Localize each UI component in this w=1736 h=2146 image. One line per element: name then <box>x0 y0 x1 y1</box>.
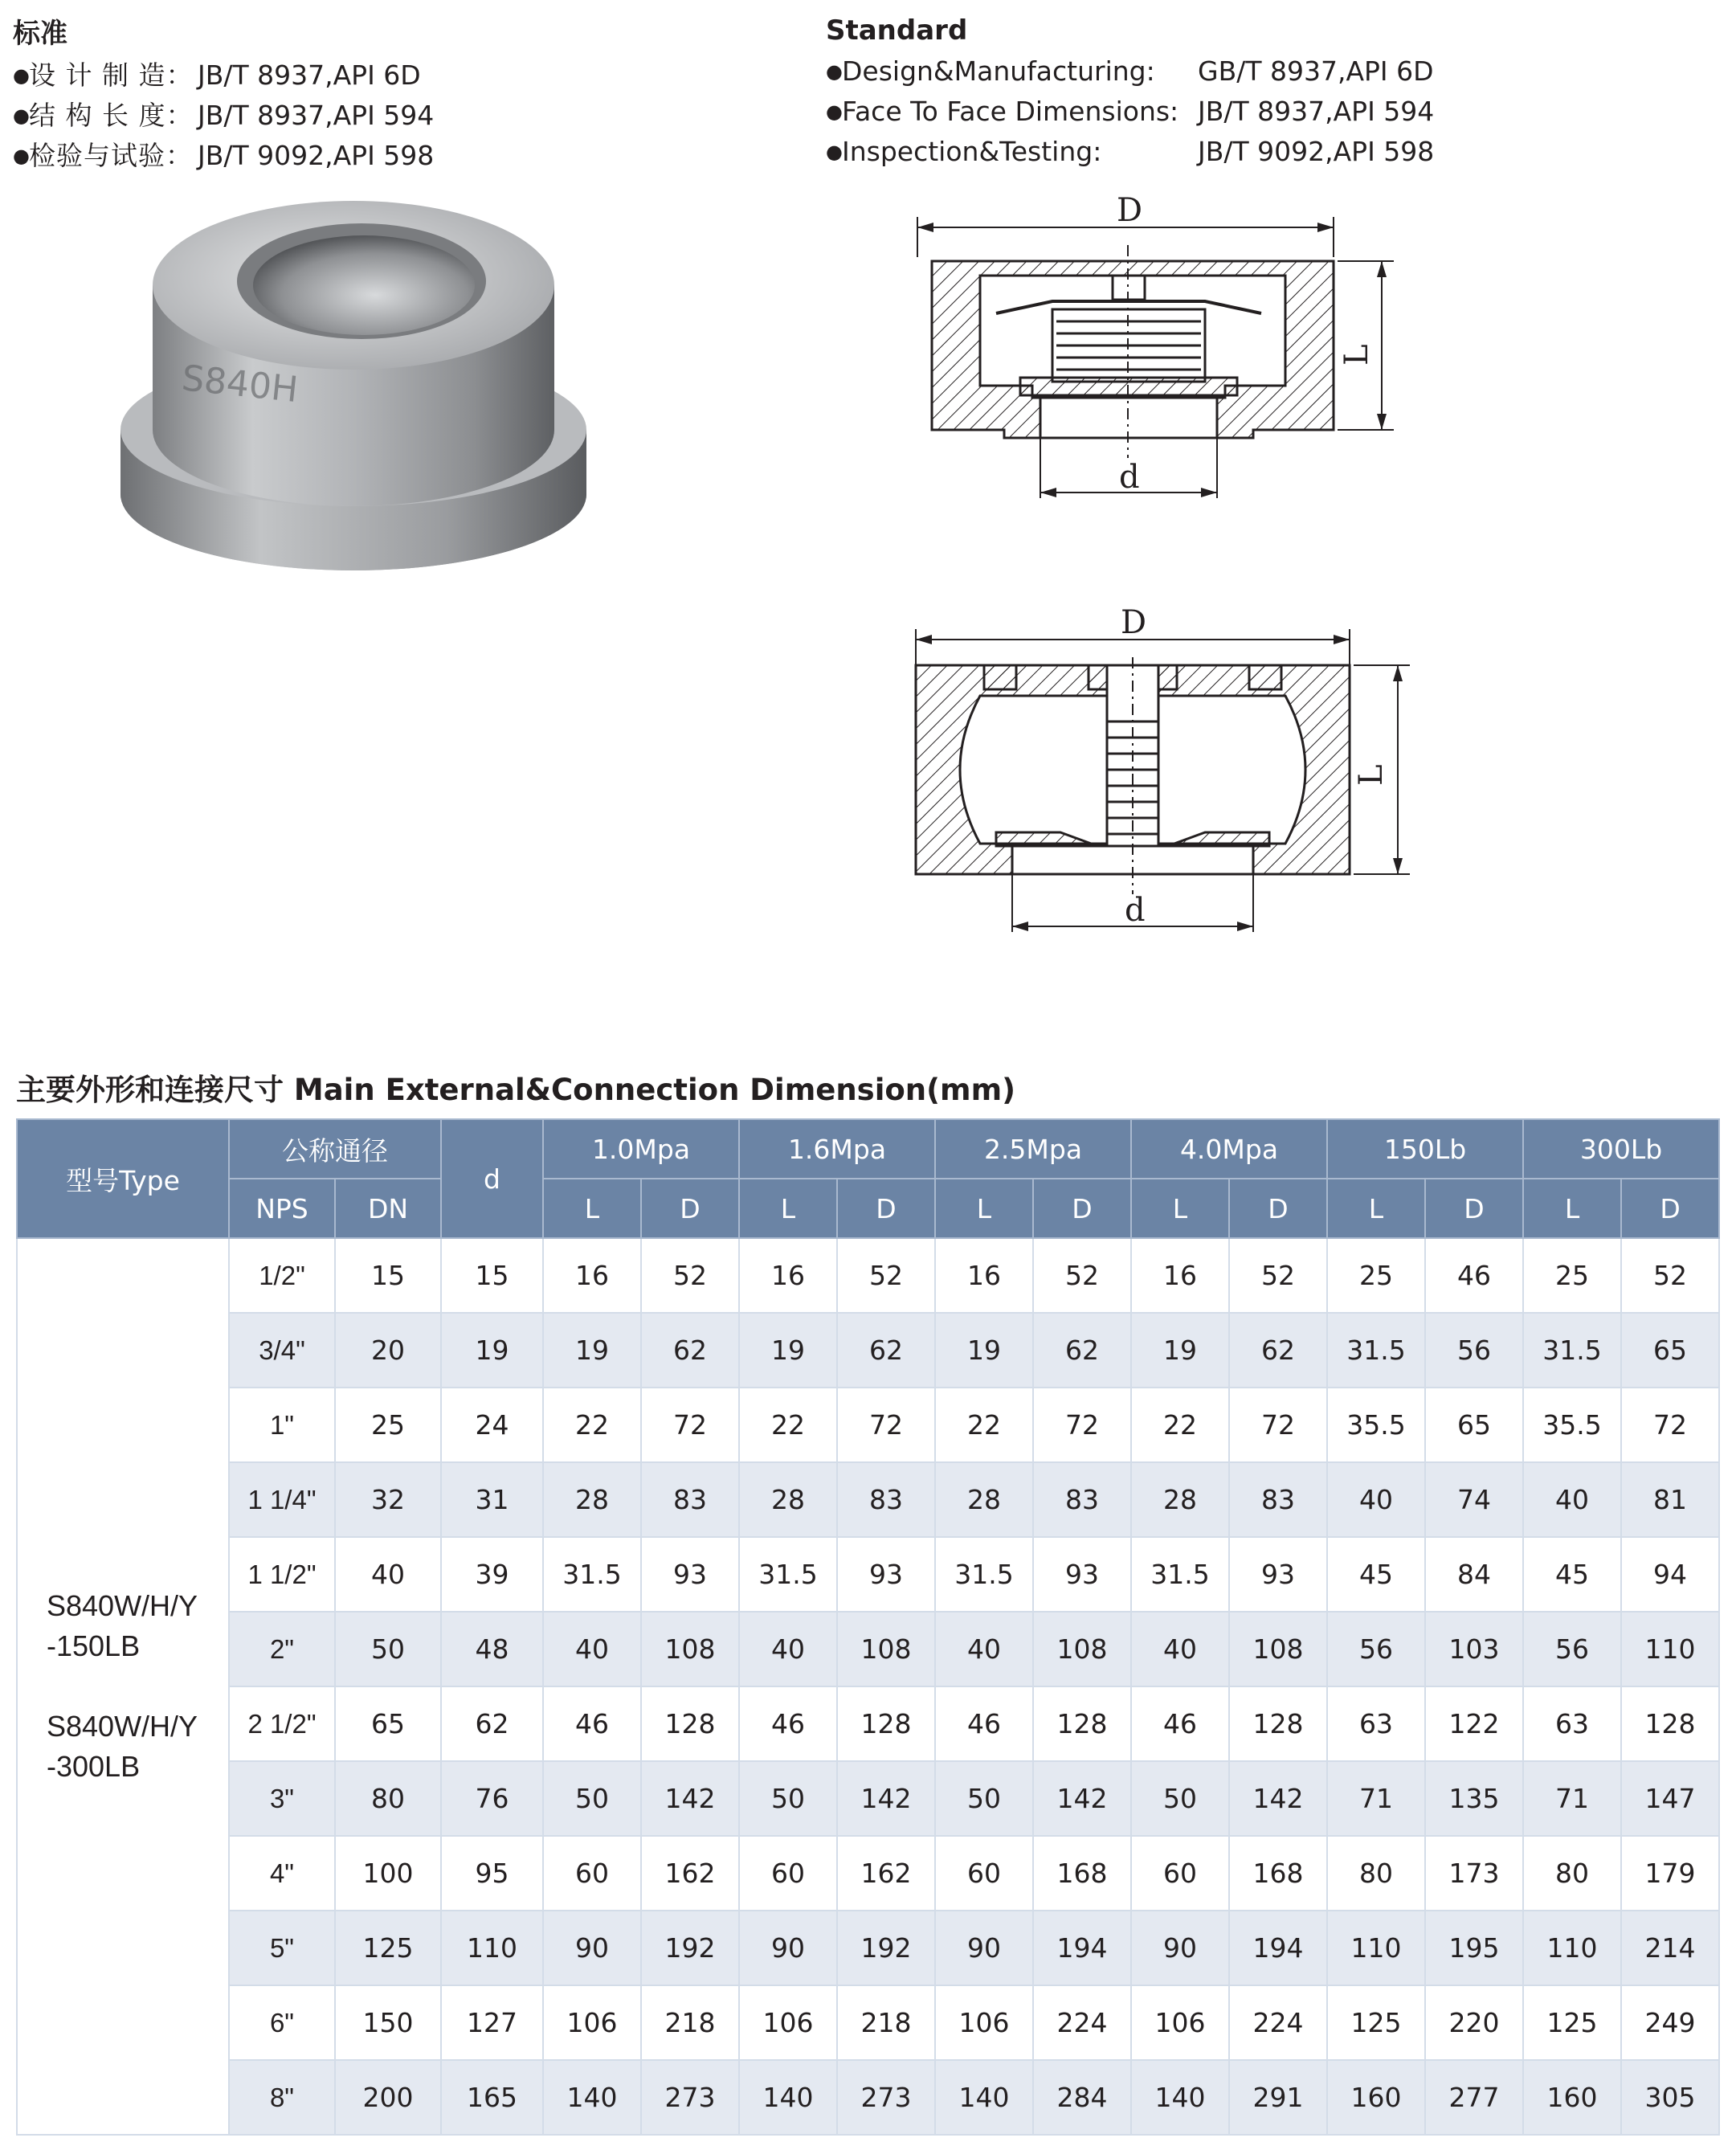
dn-cell: 200 <box>335 2060 441 2135</box>
type-line: S840W/H/Y <box>47 1589 198 1622</box>
diameter-cell: 147 <box>1621 1761 1719 1836</box>
diameter-cell: 52 <box>641 1238 739 1313</box>
length-cell: 46 <box>1131 1686 1229 1761</box>
length-cell: 28 <box>543 1462 641 1537</box>
length-cell: 90 <box>1131 1911 1229 1985</box>
diameter-cell: 305 <box>1621 2060 1719 2135</box>
nps-header: NPS <box>229 1179 335 1238</box>
length-cell: 28 <box>739 1462 837 1537</box>
diameter-cell: 273 <box>641 2060 739 2135</box>
table-row <box>17 1911 1719 1985</box>
length-cell: 63 <box>1327 1686 1425 1761</box>
bore-d-cell: 31 <box>441 1462 543 1537</box>
diameter-cell: 108 <box>641 1612 739 1686</box>
big-d-header: D <box>641 1179 739 1238</box>
length-cell: 50 <box>1131 1761 1229 1836</box>
length-cell: 45 <box>1523 1537 1621 1612</box>
length-cell: 160 <box>1327 2060 1425 2135</box>
bore-d-cell: 127 <box>441 1985 543 2060</box>
diameter-cell: 128 <box>1621 1686 1719 1761</box>
length-cell: 46 <box>739 1686 837 1761</box>
diameter-cell: 93 <box>1229 1537 1327 1612</box>
diameter-cell: 168 <box>1229 1836 1327 1911</box>
length-cell: 22 <box>935 1388 1033 1462</box>
diameter-cell: 142 <box>837 1761 935 1836</box>
diameter-cell: 142 <box>1033 1761 1131 1836</box>
diameter-cell: 173 <box>1425 1836 1523 1911</box>
diameter-cell: 62 <box>837 1313 935 1388</box>
nps-cell: 1" <box>229 1388 335 1462</box>
diameter-cell: 84 <box>1425 1537 1523 1612</box>
length-cell: 31.5 <box>935 1537 1033 1612</box>
standard-cn-item: ●检验与试验： JB/T 9092,API 598 <box>13 136 434 176</box>
diameter-cell: 103 <box>1425 1612 1523 1686</box>
big-d-header: D <box>1425 1179 1523 1238</box>
big-d-header: D <box>1229 1179 1327 1238</box>
length-cell: 110 <box>1327 1911 1425 1985</box>
length-cell: 56 <box>1523 1612 1621 1686</box>
length-cell: 80 <box>1327 1836 1425 1911</box>
length-cell: 31.5 <box>1131 1537 1229 1612</box>
section-title: 主要外形和连接尺寸 Main External&Connection Dimension(mm) <box>16 1073 1016 1107</box>
length-cell: 106 <box>739 1985 837 2060</box>
nps-cell: 1 1/2" <box>229 1537 335 1612</box>
diameter-cell: 224 <box>1033 1985 1131 2060</box>
dim-label-d: d <box>1125 892 1146 929</box>
length-cell: 16 <box>739 1238 837 1313</box>
table-row <box>17 1238 1719 1313</box>
diameter-cell: 74 <box>1425 1462 1523 1537</box>
photo-marking: S840H <box>179 358 300 411</box>
diameter-cell: 224 <box>1229 1985 1327 2060</box>
diameter-cell: 56 <box>1425 1313 1523 1388</box>
length-cell: 60 <box>935 1836 1033 1911</box>
bullet-icon: ● <box>13 64 30 87</box>
length-cell: 22 <box>1131 1388 1229 1462</box>
length-cell: 40 <box>1327 1462 1425 1537</box>
big-d-header: D <box>1621 1179 1719 1238</box>
nps-cell: 1/2" <box>229 1238 335 1313</box>
length-cell: 110 <box>1523 1911 1621 1985</box>
dn-cell: 15 <box>335 1238 441 1313</box>
diameter-cell: 162 <box>837 1836 935 1911</box>
length-cell: 31.5 <box>1327 1313 1425 1388</box>
standard-en-item: ●Face To Face Dimensions: JB/T 8937,API 594 <box>826 92 1434 132</box>
standard-en <box>826 14 1434 172</box>
length-cell: 19 <box>739 1313 837 1388</box>
dn-cell: 125 <box>335 1911 441 1985</box>
diameter-cell: 52 <box>1621 1238 1719 1313</box>
dn-cell: 65 <box>335 1686 441 1761</box>
length-cell: 125 <box>1327 1985 1425 2060</box>
length-cell: 80 <box>1523 1836 1621 1911</box>
bore-d-cell: 76 <box>441 1761 543 1836</box>
diameter-cell: 218 <box>837 1985 935 2060</box>
standard-en-title: Standard <box>826 14 968 47</box>
pressure-header: 1.6Mpa <box>739 1119 935 1179</box>
diameter-cell: 62 <box>641 1313 739 1388</box>
length-cell: 35.5 <box>1523 1388 1621 1462</box>
dn-cell: 50 <box>335 1612 441 1686</box>
length-cell: 60 <box>543 1836 641 1911</box>
length-cell: 31.5 <box>543 1537 641 1612</box>
diameter-cell: 52 <box>837 1238 935 1313</box>
diameter-cell: 108 <box>837 1612 935 1686</box>
length-cell: 71 <box>1523 1761 1621 1836</box>
length-cell: 106 <box>935 1985 1033 2060</box>
diameter-cell: 277 <box>1425 2060 1523 2135</box>
diameter-cell: 93 <box>1033 1537 1131 1612</box>
type-line: S840W/H/Y <box>47 1710 198 1743</box>
diameter-cell: 135 <box>1425 1761 1523 1836</box>
valve-photo <box>116 189 615 574</box>
big-d-header: D <box>837 1179 935 1238</box>
type-cell <box>17 1238 229 2135</box>
dim-label-L: L <box>1353 764 1390 786</box>
length-cell: 31.5 <box>1523 1313 1621 1388</box>
pressure-header: 4.0Mpa <box>1131 1119 1327 1179</box>
dn-header: DN <box>335 1179 441 1238</box>
dim-label-D: D <box>1121 604 1147 641</box>
diameter-cell: 218 <box>641 1985 739 2060</box>
type-header: 型号Type <box>17 1119 229 1238</box>
table-row <box>17 1686 1719 1761</box>
cross-section-drawing-top <box>900 181 1414 506</box>
diameter-cell: 128 <box>1033 1686 1131 1761</box>
length-cell: 140 <box>1131 2060 1229 2135</box>
big-d-header: D <box>1033 1179 1131 1238</box>
bullet-icon: ● <box>826 141 843 163</box>
length-cell: 46 <box>935 1686 1033 1761</box>
standard-cn <box>13 11 434 176</box>
pressure-header: 2.5Mpa <box>935 1119 1131 1179</box>
length-cell: 140 <box>739 2060 837 2135</box>
standard-en-item: ●Design&Manufacturing: GB/T 8937,API 6D <box>826 51 1434 92</box>
nps-cell: 4" <box>229 1836 335 1911</box>
length-cell: 45 <box>1327 1537 1425 1612</box>
length-cell: 25 <box>1523 1238 1621 1313</box>
diameter-cell: 72 <box>837 1388 935 1462</box>
length-cell: 19 <box>1131 1313 1229 1388</box>
length-cell: 28 <box>1131 1462 1229 1537</box>
diameter-cell: 93 <box>641 1537 739 1612</box>
bore-d-cell: 15 <box>441 1238 543 1313</box>
diameter-cell: 65 <box>1425 1388 1523 1462</box>
type-line: -150LB <box>47 1629 141 1662</box>
diameter-cell: 128 <box>837 1686 935 1761</box>
table-row <box>17 1985 1719 2060</box>
length-cell: 40 <box>543 1612 641 1686</box>
diameter-cell: 273 <box>837 2060 935 2135</box>
diameter-cell: 142 <box>641 1761 739 1836</box>
dn-cell: 25 <box>335 1388 441 1462</box>
length-cell: 19 <box>543 1313 641 1388</box>
length-cell: 90 <box>739 1911 837 1985</box>
length-cell: 90 <box>935 1911 1033 1985</box>
table-row <box>17 1462 1719 1537</box>
l-header: L <box>1523 1179 1621 1238</box>
diameter-cell: 168 <box>1033 1836 1131 1911</box>
dn-cell: 32 <box>335 1462 441 1537</box>
diameter-cell: 108 <box>1033 1612 1131 1686</box>
diameter-cell: 192 <box>641 1911 739 1985</box>
pressure-header: 150Lb <box>1327 1119 1523 1179</box>
bullet-icon: ● <box>826 100 843 123</box>
pressure-header: 300Lb <box>1523 1119 1719 1179</box>
dn-cell: 20 <box>335 1313 441 1388</box>
bore-d-cell: 39 <box>441 1537 543 1612</box>
nps-cell: 2 1/2" <box>229 1686 335 1761</box>
diameter-cell: 179 <box>1621 1836 1719 1911</box>
bore-d-cell: 62 <box>441 1686 543 1761</box>
bullet-icon: ● <box>826 60 843 83</box>
nps-cell: 2" <box>229 1612 335 1686</box>
diameter-cell: 142 <box>1229 1761 1327 1836</box>
nominal-header: 公称通径 <box>229 1119 441 1179</box>
length-cell: 106 <box>543 1985 641 2060</box>
length-cell: 71 <box>1327 1761 1425 1836</box>
diameter-cell: 83 <box>837 1462 935 1537</box>
dim-label-d: d <box>1119 459 1140 496</box>
diameter-cell: 108 <box>1229 1612 1327 1686</box>
dim-label-L: L <box>1338 344 1375 366</box>
standard-en-item: ●Inspection&Testing: JB/T 9092,API 598 <box>826 132 1434 172</box>
bore-d-cell: 95 <box>441 1836 543 1911</box>
length-cell: 28 <box>935 1462 1033 1537</box>
diameter-cell: 284 <box>1033 2060 1131 2135</box>
diameter-cell: 83 <box>1229 1462 1327 1537</box>
dimensions-table <box>16 1118 1720 2136</box>
diameter-cell: 128 <box>1229 1686 1327 1761</box>
length-cell: 31.5 <box>739 1537 837 1612</box>
standard-cn-title: 标准 <box>13 18 67 50</box>
cross-section-drawing-bottom <box>900 601 1414 938</box>
length-cell: 50 <box>739 1761 837 1836</box>
length-cell: 50 <box>543 1761 641 1836</box>
length-cell: 40 <box>1131 1612 1229 1686</box>
length-cell: 16 <box>935 1238 1033 1313</box>
diameter-cell: 110 <box>1621 1612 1719 1686</box>
diameter-cell: 249 <box>1621 1985 1719 2060</box>
diameter-cell: 72 <box>1229 1388 1327 1462</box>
length-cell: 50 <box>935 1761 1033 1836</box>
l-header: L <box>935 1179 1033 1238</box>
l-header: L <box>1131 1179 1229 1238</box>
length-cell: 125 <box>1523 1985 1621 2060</box>
length-cell: 40 <box>1523 1462 1621 1537</box>
diameter-cell: 94 <box>1621 1537 1719 1612</box>
table-row <box>17 2060 1719 2135</box>
dn-cell: 80 <box>335 1761 441 1836</box>
diameter-cell: 62 <box>1033 1313 1131 1388</box>
diameter-cell: 195 <box>1425 1911 1523 1985</box>
diameter-cell: 93 <box>837 1537 935 1612</box>
standard-cn-item: ●设 计 制 造： JB/T 8937,API 6D <box>13 55 434 96</box>
diameter-cell: 128 <box>641 1686 739 1761</box>
diameter-cell: 62 <box>1229 1313 1327 1388</box>
length-cell: 19 <box>935 1313 1033 1388</box>
bullet-icon: ● <box>13 104 30 127</box>
table-row <box>17 1612 1719 1686</box>
table-row <box>17 1761 1719 1836</box>
diameter-cell: 72 <box>641 1388 739 1462</box>
nps-cell: 6" <box>229 1985 335 2060</box>
nps-cell: 8" <box>229 2060 335 2135</box>
diameter-cell: 46 <box>1425 1238 1523 1313</box>
diameter-cell: 194 <box>1229 1911 1327 1985</box>
l-header: L <box>1327 1179 1425 1238</box>
bore-d-cell: 110 <box>441 1911 543 1985</box>
table-row <box>17 1537 1719 1612</box>
diameter-cell: 192 <box>837 1911 935 1985</box>
length-cell: 140 <box>543 2060 641 2135</box>
length-cell: 40 <box>739 1612 837 1686</box>
dn-cell: 40 <box>335 1537 441 1612</box>
length-cell: 40 <box>935 1612 1033 1686</box>
nps-cell: 1 1/4" <box>229 1462 335 1537</box>
nps-cell: 3" <box>229 1761 335 1836</box>
diameter-cell: 72 <box>1033 1388 1131 1462</box>
length-cell: 160 <box>1523 2060 1621 2135</box>
length-cell: 16 <box>543 1238 641 1313</box>
bullet-icon: ● <box>13 145 30 167</box>
length-cell: 60 <box>1131 1836 1229 1911</box>
standard-cn-item: ●结 构 长 度： JB/T 8937,API 594 <box>13 96 434 136</box>
length-cell: 22 <box>739 1388 837 1462</box>
length-cell: 56 <box>1327 1612 1425 1686</box>
diameter-cell: 194 <box>1033 1911 1131 1985</box>
d-header: d <box>441 1119 543 1238</box>
diameter-cell: 52 <box>1229 1238 1327 1313</box>
diameter-cell: 65 <box>1621 1313 1719 1388</box>
diameter-cell: 122 <box>1425 1686 1523 1761</box>
length-cell: 25 <box>1327 1238 1425 1313</box>
type-line: -300LB <box>47 1750 141 1783</box>
diameter-cell: 81 <box>1621 1462 1719 1537</box>
bore-d-cell: 24 <box>441 1388 543 1462</box>
length-cell: 22 <box>543 1388 641 1462</box>
l-header: L <box>543 1179 641 1238</box>
nps-cell: 5" <box>229 1911 335 1985</box>
length-cell: 90 <box>543 1911 641 1985</box>
table-row <box>17 1836 1719 1911</box>
pressure-header: 1.0Mpa <box>543 1119 739 1179</box>
dn-cell: 150 <box>335 1985 441 2060</box>
bore-d-cell: 48 <box>441 1612 543 1686</box>
diameter-cell: 214 <box>1621 1911 1719 1985</box>
diameter-cell: 291 <box>1229 2060 1327 2135</box>
table-row <box>17 1388 1719 1462</box>
type-spacer <box>47 1666 228 1707</box>
dn-cell: 100 <box>335 1836 441 1911</box>
length-cell: 140 <box>935 2060 1033 2135</box>
l-header: L <box>739 1179 837 1238</box>
bore-d-cell: 165 <box>441 2060 543 2135</box>
diameter-cell: 83 <box>1033 1462 1131 1537</box>
length-cell: 35.5 <box>1327 1388 1425 1462</box>
dim-label-D: D <box>1117 192 1143 229</box>
diameter-cell: 162 <box>641 1836 739 1911</box>
length-cell: 63 <box>1523 1686 1621 1761</box>
table-row <box>17 1313 1719 1388</box>
bore-d-cell: 19 <box>441 1313 543 1388</box>
diameter-cell: 72 <box>1621 1388 1719 1462</box>
diameter-cell: 83 <box>641 1462 739 1537</box>
length-cell: 106 <box>1131 1985 1229 2060</box>
diameter-cell: 220 <box>1425 1985 1523 2060</box>
nps-cell: 3/4" <box>229 1313 335 1388</box>
length-cell: 60 <box>739 1836 837 1911</box>
diameter-cell: 52 <box>1033 1238 1131 1313</box>
length-cell: 46 <box>543 1686 641 1761</box>
length-cell: 16 <box>1131 1238 1229 1313</box>
